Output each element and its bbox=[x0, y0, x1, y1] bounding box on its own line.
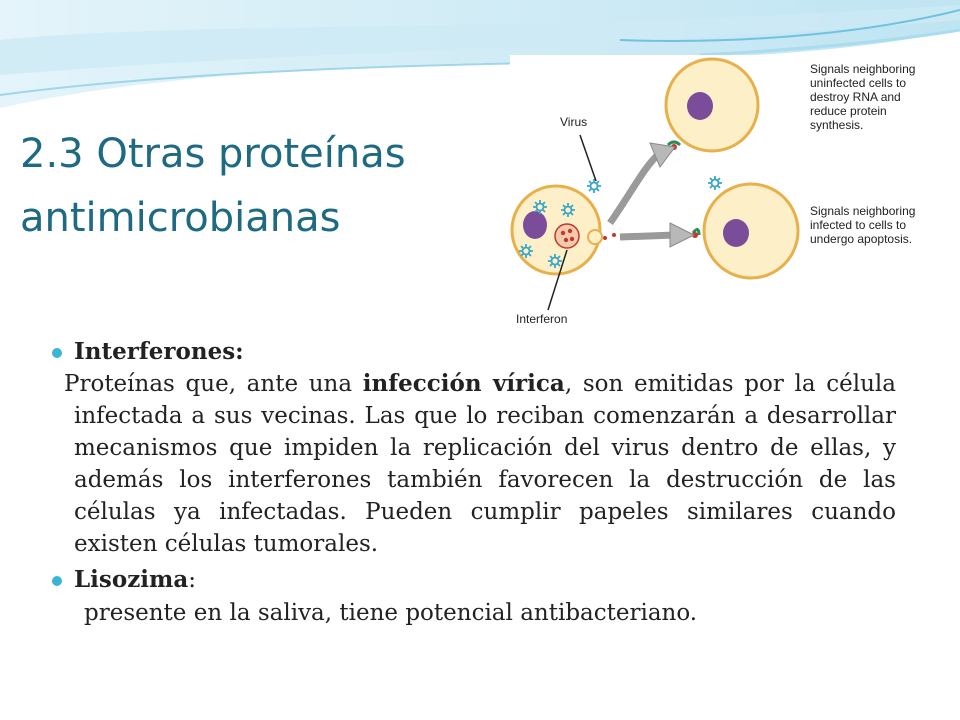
svg-text:Signals neighboring: Signals neighboring bbox=[810, 62, 916, 76]
lisozima-heading: Lisozima bbox=[74, 566, 189, 593]
svg-text:reduce protein: reduce protein bbox=[810, 104, 887, 118]
interferones-description: Proteínas que, ante una infección vírica, son emitidas por la célula infectada a sus vecinas. Las que lo reciban comenzarán a desarrollar mecanismos que impiden la replicación del virus dentro de ellas, y además los interferones también favorecen la destrucción de las células ya infectadas. Pueden cumplir papeles similares cuando existen células tumorales. bbox=[64, 370, 897, 557]
interferon-diagram bbox=[510, 55, 942, 333]
svg-text:Signals neighboring: Signals neighboring bbox=[810, 204, 916, 218]
uninfected-neighbor-cell bbox=[666, 59, 758, 151]
interferon-label: Interferon bbox=[516, 312, 568, 326]
callout-infected bbox=[810, 204, 915, 246]
svg-text:synthesis.: synthesis. bbox=[810, 118, 864, 132]
svg-text:infected to cells to: infected to cells to bbox=[810, 218, 907, 232]
svg-text:uninfected cells to: uninfected cells to bbox=[810, 76, 907, 90]
viral-infection-emphasis: infección vírica bbox=[362, 370, 565, 397]
lisozima-description: presente en la saliva, tiene potencial antibacteriano. bbox=[84, 600, 698, 626]
bullet-lisozima: Lisozima: bbox=[50, 564, 896, 596]
bullet-dot-icon bbox=[52, 576, 62, 586]
slide-body bbox=[50, 336, 896, 630]
interferones-heading: Interferones: bbox=[74, 338, 244, 365]
virus-label: Virus bbox=[560, 115, 588, 129]
bullet-dot-icon bbox=[52, 348, 62, 358]
svg-text:destroy RNA and: destroy RNA and bbox=[810, 90, 901, 104]
svg-text:undergo apoptosis.: undergo apoptosis. bbox=[810, 232, 913, 246]
slide-title: 2.3 Otras proteínas antimicrobianas bbox=[20, 131, 406, 241]
bullet-interferones bbox=[50, 336, 896, 368]
